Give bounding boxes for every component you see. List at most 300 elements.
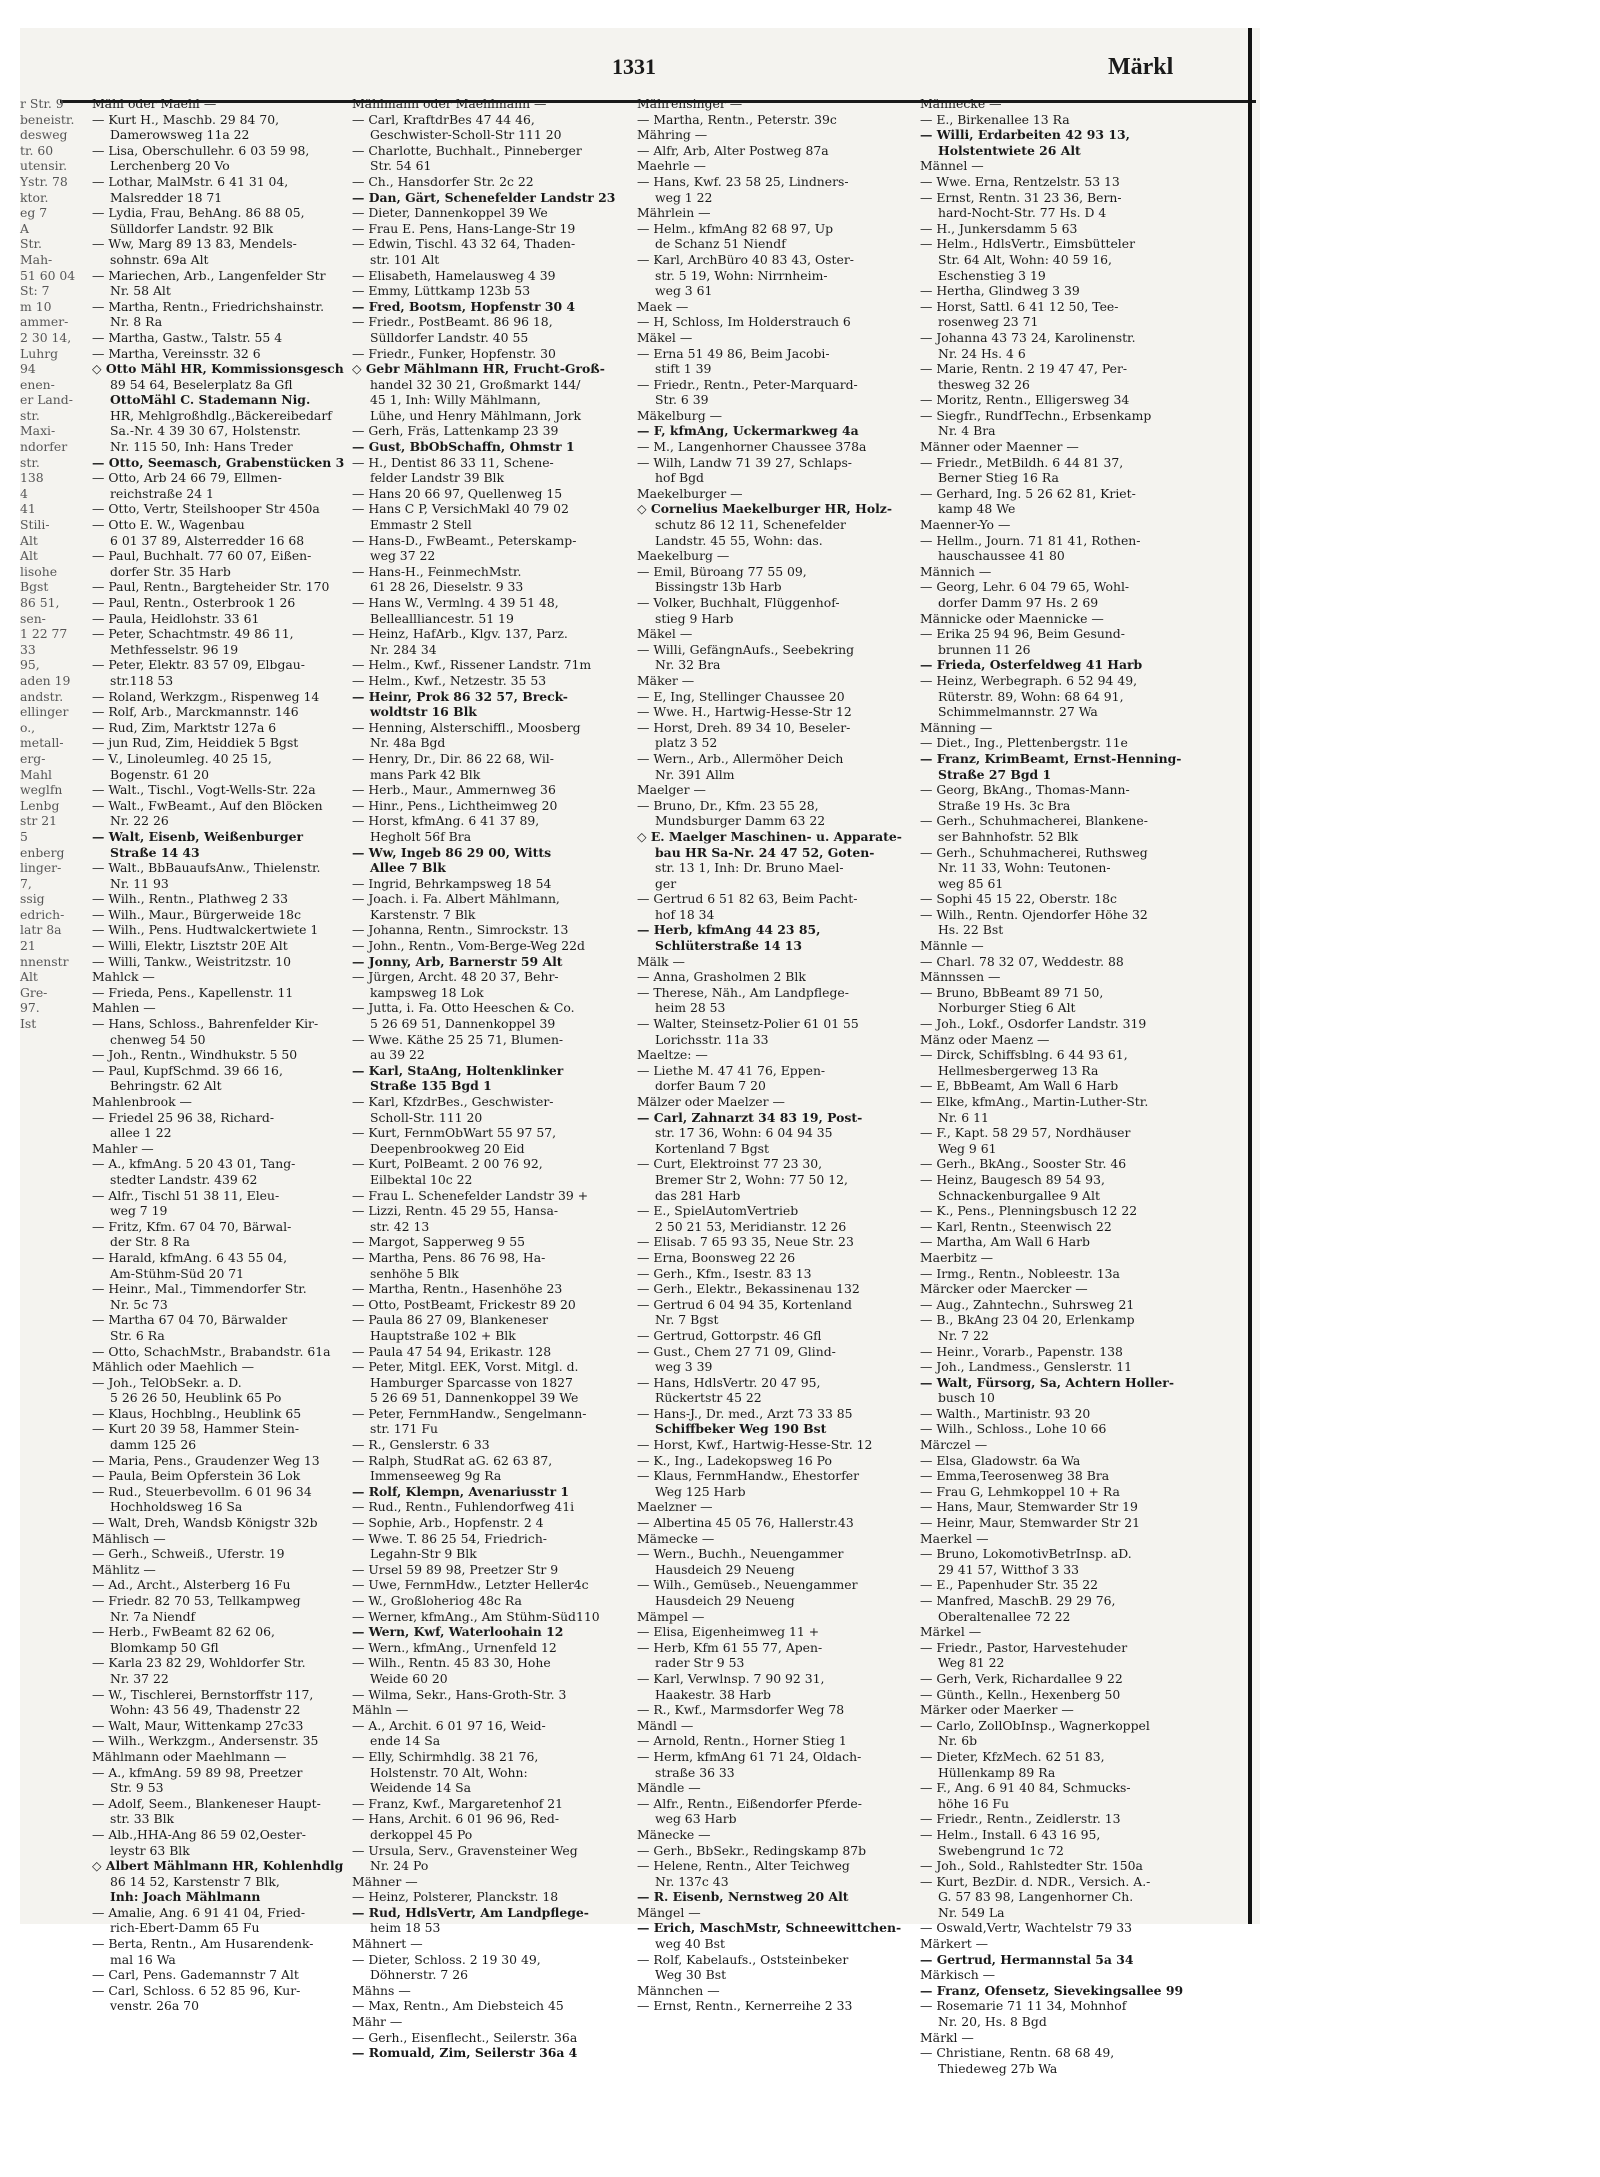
entry-line: — Alfr., Rentn., Eißendorfer Pferde-	[637, 1795, 862, 1811]
entry-line: Lenbg	[20, 797, 60, 813]
entry-line: Weide 60 20	[370, 1670, 448, 1686]
entry-line: — Wern, Kwf, Waterloohain 12	[352, 1624, 564, 1640]
entry-line: Holstenstr. 70 Alt, Wohn:	[370, 1764, 528, 1780]
entry-line: — Oswald,Vertr, Wachtelstr 79 33	[920, 1920, 1133, 1936]
entry-line: — Gust., Chem 27 71 09, Glind-	[637, 1343, 836, 1359]
entry-line: — Alfr, Arb, Alter Postweg 87a	[637, 142, 829, 158]
entry-line: 138	[20, 470, 44, 486]
entry-line: — Erich, MaschMstr, Schneewittchen-	[637, 1920, 902, 1936]
entry-line: — Berta, Rentn., Am Husarendenk-	[92, 1936, 314, 1952]
entry-line: — Werner, kfmAng., Am Stühm-Süd110	[352, 1608, 600, 1624]
entry-line: Eschenstieg 3 19	[938, 267, 1046, 283]
entry-line: rosenweg 23 71	[938, 314, 1039, 330]
entry-line: — E., Papenhuder Str. 35 22	[920, 1577, 1099, 1593]
entry-line: — Gertrud, Gottorpstr. 46 Gfl	[637, 1327, 822, 1343]
entry-line: — Otto, Arb 24 66 79, Ellmen-	[92, 470, 282, 486]
entry-line: — Gerh, Fräs, Lattenkamp 23 39	[352, 423, 559, 439]
entry-line: Maek —	[637, 298, 689, 314]
entry-line: — Fritz, Kfm. 67 04 70, Bärwal-	[92, 1218, 292, 1234]
entry-line: — W., Großloheriog 48c Ra	[352, 1593, 522, 1608]
entry-line: — Peter, Elektr. 83 57 09, Elbgau-	[92, 657, 305, 673]
entry-line: — Rolf, Kabelaufs., Oststeinbeker	[637, 1951, 849, 1967]
directory-column-4	[920, 96, 1210, 2076]
entry-line: str. 101 Alt	[370, 251, 440, 267]
entry-line: — Karl, StaAng, Holtenklinker	[352, 1062, 564, 1078]
entry-line: — Joh., Landmess., Genslerstr. 11	[920, 1359, 1133, 1375]
entry-line: Maehrle —	[637, 158, 706, 174]
entry-line: Hauptstraße 102 + Blk	[370, 1327, 516, 1343]
entry-line: ◇ Gebr Mählmann HR, Frucht-Groß-	[352, 361, 605, 377]
entry-line: Weg 81 22	[938, 1655, 1005, 1671]
entry-line: — Walt, Dreh, Wandsb Königstr 32b	[92, 1515, 318, 1531]
entry-line: — Charl. 78 32 07, Weddestr. 88	[920, 953, 1124, 969]
entry-line: — Paul, Buchhalt. 77 60 07, Eißen-	[92, 548, 312, 564]
entry-line: enen-	[20, 376, 55, 392]
entry-line: Swebengrund 1c 72	[938, 1842, 1064, 1858]
entry-line: stedter Landstr. 439 62	[110, 1171, 258, 1187]
entry-line: — Kurt, BezDir. d. NDR., Versich. A.-	[920, 1873, 1151, 1889]
entry-line: — Helm., Install. 6 43 16 95,	[920, 1826, 1101, 1842]
entry-line: — Moritz, Rentn., Elligersweg 34	[920, 392, 1130, 408]
entry-line: str.118 53	[110, 672, 174, 688]
entry-line: Rüterstr. 89, Wohn: 68 64 91,	[938, 688, 1124, 704]
entry-line: — Paul, Rentn., Bargteheider Str. 170	[92, 579, 330, 595]
entry-line: Eilbektal 10c 22	[370, 1171, 473, 1187]
entry-line: — Johanna, Rentn., Simrockstr. 13	[352, 922, 569, 938]
entry-line: — Karl, Verwlnsp. 7 90 92 31,	[637, 1670, 825, 1686]
entry-line: Nr. 48a Bgd	[370, 735, 446, 751]
entry-line: kampsweg 18 Lok	[370, 984, 484, 1000]
entry-line: — Curt, Elektroinst 77 23 30,	[637, 1156, 823, 1172]
entry-line: Maerkel —	[920, 1530, 989, 1546]
entry-line: — Dieter, Schloss. 2 19 30 49,	[352, 1951, 541, 1967]
entry-line: 86 14 52, Karstenstr 7 Blk,	[110, 1873, 280, 1889]
entry-line: — Gerh., Kfm., Isestr. 83 13	[637, 1265, 812, 1281]
entry-line: — Hans, Kwf. 23 58 25, Lindners-	[637, 173, 849, 189]
entry-line: Männel —	[920, 158, 984, 174]
entry-line: Männing —	[920, 719, 993, 735]
entry-line: — Emmy, Lüttkamp 123b 53	[352, 283, 531, 299]
entry-line: — A., Archit. 6 01 97 16, Weid-	[352, 1717, 546, 1733]
entry-line: Mählich oder Maehlich —	[92, 1359, 254, 1375]
entry-line: — Otto, Seemasch, Grabenstücken 3	[92, 454, 345, 470]
entry-line: — Paul, KupfSchmd. 39 66 16,	[92, 1062, 283, 1078]
entry-line: — Kurt, PolBeamt. 2 00 76 92,	[352, 1156, 543, 1172]
entry-line: — Maria, Pens., Graudenzer Weg 13	[92, 1452, 320, 1468]
entry-line: Str. 6 39	[655, 392, 709, 408]
entry-line: — Ernst, Rentn. 31 23 36, Bern-	[920, 189, 1122, 205]
entry-line: — Walt, Eisenb, Weißenburger	[92, 828, 304, 844]
directory-column-3	[637, 96, 912, 2014]
entry-line: — Paula, Beim Opferstein 36 Lok	[92, 1468, 301, 1484]
entry-line: — Friedr., Rentn., Zeidlerstr. 13	[920, 1811, 1121, 1827]
entry-line: Männich —	[920, 563, 992, 579]
entry-line: weglfn	[20, 782, 63, 798]
entry-line: Str. 64 Alt, Wohn: 40 59 16,	[938, 251, 1112, 267]
entry-line: Hegholt 56f Bra	[370, 828, 472, 844]
entry-line: de Schanz 51 Niendf	[655, 236, 786, 252]
entry-line: ellinger	[20, 704, 69, 720]
entry-line: weg 7 19	[110, 1203, 168, 1219]
entry-line: — R., Genslerstr. 6 33	[352, 1437, 490, 1453]
entry-line: Mählisch —	[92, 1530, 166, 1546]
entry-line: — Joh., Rentn., Windhukstr. 5 50	[92, 1047, 298, 1063]
entry-line: m 10	[20, 298, 52, 314]
entry-line: hof 18 34	[655, 906, 715, 922]
entry-line: derkoppel 45 Po	[370, 1826, 473, 1842]
entry-line: — Walt., Tischl., Vogt-Wells-Str. 22a	[92, 782, 316, 798]
entry-line: str. 17 36, Wohn: 6 04 94 35	[655, 1125, 833, 1141]
entry-line: — Gertrud 6 51 82 63, Beim Pacht-	[637, 891, 858, 907]
entry-line: ◇ Albert Mählmann HR, Kohlenhdlg	[92, 1858, 344, 1874]
entry-line: — Lisa, Oberschullehr. 6 03 59 98,	[92, 142, 310, 158]
entry-line: — Rolf, Klempn, Avenariusstr 1	[352, 1483, 570, 1499]
entry-line: Str. 6 Ra	[110, 1327, 165, 1343]
entry-line: — Peter, Mitgl. EEK, Vorst. Mitgl. d.	[352, 1359, 579, 1375]
entry-line: — E., Birkenallee 13 Ra	[920, 111, 1070, 127]
entry-line: Maelzner —	[637, 1499, 713, 1515]
entry-line: — Hans, HdlsVertr. 20 47 95,	[637, 1374, 821, 1390]
entry-line: Schnackenburgallee 9 Alt	[938, 1187, 1100, 1203]
entry-line: Nr. 6 11	[938, 1109, 989, 1125]
entry-line: — Carlo, ZollObInsp., Wagnerkoppel	[920, 1717, 1150, 1733]
entry-line: — Erna 51 49 86, Beim Jacobi-	[637, 345, 830, 361]
entry-line: — Aug., Zahntechn., Suhrsweg 21	[920, 1296, 1135, 1312]
entry-line: — Martha, Rentn., Peterstr. 39c	[637, 111, 837, 127]
entry-line: 33	[20, 641, 36, 657]
entry-line: — Volker, Buchhalt, Flüggenhof-	[637, 595, 840, 610]
entry-line: Mändle —	[637, 1780, 701, 1796]
entry-line: sen-	[20, 610, 46, 626]
entry-line: — Joh., Lokf., Osdorfer Landstr. 319	[920, 1016, 1147, 1032]
entry-line: Am-Stühm-Süd 20 71	[110, 1265, 245, 1281]
entry-line: — B., BkAng 23 04 20, Erlenkamp	[920, 1312, 1135, 1328]
entry-line: — Heinz, HafArb., Klgv. 137, Parz.	[352, 626, 568, 642]
entry-line: — R. Eisenb, Nernstweg 20 Alt	[637, 1889, 849, 1905]
entry-line: — Martha, Rentn., Friedrichshainstr.	[92, 298, 325, 314]
entry-line: straße 36 33	[655, 1764, 735, 1780]
entry-line: — Hinr., Pens., Lichtheimweg 20	[352, 797, 558, 813]
entry-line: — Hans 20 66 97, Quellenweg 15	[352, 485, 563, 501]
entry-line: Mählitz —	[92, 1561, 156, 1577]
entry-line: — Irmg., Rentn., Nobleestr. 13a	[920, 1265, 1120, 1281]
entry-line: Sülldorfer Landstr. 92 Blk	[110, 220, 274, 236]
entry-line: Nr. 7 Bgst	[655, 1312, 719, 1328]
entry-line: — A., kfmAng. 59 89 98, Preetzer	[92, 1764, 303, 1780]
entry-line: — Hans, Schloss., Bahrenfelder Kir-	[92, 1016, 319, 1032]
entry-line: — Hans, Archit. 6 01 96 96, Red-	[352, 1811, 560, 1827]
entry-line: Luhrg	[20, 345, 59, 361]
entry-line: Nr. 24 Po	[370, 1858, 429, 1874]
entry-line: Ist	[20, 1016, 37, 1032]
entry-line: ◇ E. Maelger Maschinen- u. Apparate-	[637, 828, 902, 844]
entry-line: — Hertha, Glindweg 3 39	[920, 283, 1080, 299]
entry-line: Holstentwiete 26 Alt	[938, 142, 1081, 158]
entry-line: — Kurt, FernmObWart 55 97 57,	[352, 1125, 557, 1141]
entry-line: — Jonny, Arb, Barnerstr 59 Alt	[352, 953, 563, 969]
entry-line: Mäker —	[637, 672, 695, 688]
entry-line: Nr. 58 Alt	[110, 283, 171, 299]
entry-line: — Franz, Kwf., Margaretenhof 21	[352, 1795, 564, 1811]
entry-line: — Frau L. Schenefelder Landstr 39 +	[352, 1187, 589, 1203]
entry-line: metall-	[20, 735, 64, 751]
directory-page	[20, 28, 1260, 2076]
entry-line: Mälk —	[637, 953, 685, 969]
entry-line: — Heinr., Vorarb., Papenstr. 138	[920, 1343, 1123, 1359]
entry-line: Märkisch —	[920, 1967, 996, 1983]
entry-line: — John., Rentn., Vom-Berge-Weg 22d	[352, 938, 585, 954]
entry-line: Nr. 6b	[938, 1733, 978, 1749]
entry-line: Deepenbrookweg 20 Eid	[370, 1140, 525, 1156]
entry-line: Mahler —	[92, 1140, 154, 1156]
entry-line: Allee 7 Blk	[370, 860, 446, 876]
entry-line: Nr. 8 Ra	[110, 314, 163, 330]
entry-line: — Helm., kfmAng 82 68 97, Up	[637, 220, 834, 236]
page-header	[20, 54, 1260, 94]
entry-line: Ystr. 78	[20, 173, 68, 189]
entry-line: — Wilh., Gemüseb., Neuengammer	[637, 1577, 858, 1593]
entry-line: Schlüterstraße 14 13	[655, 938, 803, 954]
entry-line: — Wwe. T. 86 25 54, Friedrich-	[352, 1530, 547, 1546]
entry-line: Wohn: 43 56 49, Thadenstr 22	[110, 1702, 301, 1718]
entry-line: Lerchenberg 20 Vo	[110, 158, 230, 174]
entry-line: — Bruno, Dr., Kfm. 23 55 28,	[637, 797, 819, 813]
entry-line: — F, kfmAng, Uckermarkweg 4a	[637, 423, 859, 439]
entry-line: — Ernst, Rentn., Kernerreihe 2 33	[637, 1998, 853, 2014]
entry-line: allee 1 22	[110, 1125, 172, 1141]
entry-line: edrich-	[20, 906, 65, 922]
entry-line: OttoMähl C. Stademann Nig.	[110, 392, 311, 408]
entry-line: Legahn-Str 9 Blk	[370, 1546, 477, 1562]
entry-line: — F., Ang. 6 91 40 84, Schmucks-	[920, 1780, 1131, 1796]
entry-line: — Wilh., Schloss., Lohe 10 66	[920, 1421, 1107, 1437]
entry-line: Berner Stieg 16 Ra	[938, 470, 1059, 486]
entry-line: Sülldorfer Landstr. 40 55	[370, 329, 529, 345]
entry-line: dorfer Str. 35 Harb	[110, 563, 231, 579]
entry-line: — Franz, KrimBeamt, Ernst-Henning-	[920, 750, 1182, 766]
entry-line: 61 28 26, Dieselstr. 9 33	[370, 579, 524, 595]
entry-line: — Horst, Kwf., Hartwig-Hesse-Str. 12	[637, 1437, 873, 1453]
entry-line: — Elke, kfmAng., Martin-Luther-Str.	[920, 1094, 1149, 1109]
entry-line: — Johanna 43 73 24, Karolinenstr.	[920, 329, 1136, 345]
entry-line: Nr. 11 33, Wohn: Teutonen-	[938, 860, 1111, 876]
entry-line: — Gerh., Elektr., Bekassinenau 132	[637, 1281, 860, 1297]
entry-line: — Harald, kfmAng. 6 43 55 04,	[92, 1249, 288, 1265]
entry-line: brunnen 11 26	[938, 641, 1031, 657]
entry-line: — W., Tischlerei, Bernstorffstr 117,	[92, 1686, 314, 1702]
entry-line: — Helm., Kwf., Rissener Landstr. 71m	[352, 657, 592, 673]
entry-line: Maekelburger —	[637, 485, 743, 501]
entry-line: — Wilh., Maur., Bürgerweide 18c	[92, 906, 302, 922]
entry-line: — Alfr., Tischl 51 38 11, Eleu-	[92, 1187, 280, 1203]
entry-line: weg 37 22	[370, 548, 436, 564]
entry-line: — Sophi 45 15 22, Oberstr. 18c	[920, 891, 1117, 907]
entry-line: Mähns —	[352, 1982, 411, 1998]
entry-line: — Peter, FernmHandw., Sengelmann-	[352, 1405, 587, 1421]
entry-line: Mähr —	[352, 2014, 403, 2030]
entry-line: desweg	[20, 127, 68, 143]
entry-line: — Anna, Grasholmen 2 Blk	[637, 969, 806, 985]
entry-line: — Mariechen, Arb., Langenfelder Str	[92, 267, 326, 283]
entry-line: — Siegfr., RundfTechn., Erbsenkamp	[920, 407, 1152, 423]
entry-line: kamp 48 We	[938, 501, 1016, 517]
entry-line: höhe 16 Fu	[938, 1795, 1009, 1811]
entry-line: 89 54 64, Beselerplatz 8a Gfl	[110, 376, 293, 392]
entry-line: stift 1 39	[655, 361, 712, 377]
entry-line: tr. 60	[20, 142, 54, 158]
entry-line: — Manfred, MaschB. 29 29 76,	[920, 1593, 1116, 1608]
entry-line: — Gerh., Schweiß., Uferstr. 19	[92, 1546, 285, 1562]
entry-line: — V., Linoleumleg. 40 25 15,	[92, 750, 272, 766]
entry-line: — Frau G, Lehmkoppel 10 + Ra	[920, 1483, 1120, 1499]
entry-line: — Elsa, Gladowstr. 6a Wa	[920, 1452, 1081, 1468]
entry-line: Bogenstr. 61 20	[110, 766, 210, 782]
entry-line: — Peter, Schachtmstr. 49 86 11,	[92, 626, 294, 642]
entry-line: — Rud., Rentn., Fuhlendorfweg 41i	[352, 1499, 575, 1515]
entry-line: Hellmesbergerweg 13 Ra	[938, 1062, 1099, 1078]
entry-line: Mah-	[20, 251, 53, 267]
entry-line: — Georg, Lehr. 6 04 79 65, Wohl-	[920, 579, 1130, 595]
cut-off-left-column	[20, 96, 80, 1032]
entry-line: felder Landstr 39 Blk	[370, 470, 505, 486]
entry-line: — Herm, kfmAng 61 71 24, Oldach-	[637, 1748, 862, 1764]
entry-line: weg 3 61	[655, 283, 713, 299]
entry-line: Mundsburger Damm 63 22	[655, 813, 826, 829]
entry-line: — H., Junkersdamm 5 63	[920, 220, 1078, 236]
entry-line: Hamburger Sparcasse von 1827	[370, 1374, 573, 1390]
entry-line: Nr. 4 Bra	[938, 423, 996, 439]
entry-line: — Otto, PostBeamt, Frickestr 89 20	[352, 1296, 576, 1312]
entry-line: — Arnold, Rentn., Horner Stieg 1	[637, 1733, 847, 1749]
entry-line: — Kurt 20 39 58, Hammer Stein-	[92, 1421, 300, 1437]
entry-line: — Amalie, Ang. 6 91 41 04, Fried-	[92, 1904, 306, 1920]
entry-line: — Carl, Pens. Gademannstr 7 Alt	[92, 1967, 299, 1983]
entry-line: — K., Pens., Plenningsbusch 12 22	[920, 1203, 1138, 1219]
entry-line: Damerowsweg 11a 22	[110, 127, 250, 143]
entry-line: Mahlenbrook —	[92, 1094, 192, 1109]
entry-line: str. 13 1, Inh: Dr. Bruno Mael-	[655, 860, 844, 876]
entry-line: Oberaltenallee 72 22	[938, 1608, 1071, 1624]
entry-line: — Elisab. 7 65 93 35, Neue Str. 23	[637, 1234, 854, 1250]
entry-line: — Wwe. H., Hartwig-Hesse-Str 12	[637, 704, 852, 720]
entry-line: lisohe	[20, 563, 58, 579]
entry-line: — Rud, Zim, Marktstr 127a 6	[92, 719, 277, 735]
entry-line: handel 32 30 21, Großmarkt 144/	[370, 376, 581, 392]
entry-line: Männer oder Maenner —	[920, 439, 1079, 455]
entry-line: Nr. 137c 43	[655, 1873, 729, 1889]
entry-line: — Lothar, MalMstr. 6 41 31 04,	[92, 173, 289, 189]
entry-line: — Wilh., Pens. Hudtwalckertwiete 1	[92, 922, 319, 938]
entry-line: Blomkamp 50 Gfl	[110, 1639, 219, 1655]
entry-line: Alt	[20, 548, 38, 564]
entry-line: — Lizzi, Rentn. 45 29 55, Hansa-	[352, 1203, 559, 1219]
entry-line: — Sophie, Arb., Hopfenstr. 2 4	[352, 1515, 544, 1531]
entry-line: G. 57 83 98, Langenhorner Ch.	[938, 1889, 1134, 1905]
entry-line: — Gerh., BbSekr., Redingskamp 87b	[637, 1842, 867, 1858]
entry-line: das 281 Harb	[655, 1187, 741, 1203]
entry-line: nnenstr	[20, 953, 69, 969]
entry-line: — Therese, Näh., Am Landpflege-	[637, 984, 849, 1000]
entry-line: Weg 30 Bst	[655, 1967, 727, 1983]
entry-line: — Heinr, Maur, Stemwarder Str 21	[920, 1515, 1141, 1531]
entry-line: mans Park 42 Blk	[370, 766, 481, 782]
entry-line: — Bruno, BbBeamt 89 71 50,	[920, 984, 1104, 1000]
entry-line: — R., Kwf., Marmsdorfer Weg 78	[637, 1702, 845, 1718]
entry-line: Str. 9 53	[110, 1780, 164, 1796]
entry-line: — Walth., Martinistr. 93 20	[920, 1405, 1091, 1421]
entry-line: 86 51,	[20, 595, 60, 610]
entry-line: Märkel —	[920, 1624, 982, 1640]
entry-line: au 39 22	[370, 1047, 425, 1063]
entry-line: — Hans-D., FwBeamt., Peterskamp-	[352, 532, 577, 548]
entry-line: — Dieter, KfzMech. 62 51 83,	[920, 1748, 1105, 1764]
entry-line: Mämecke —	[637, 1530, 715, 1546]
entry-line: — Charlotte, Buchhalt., Pinneberger	[352, 142, 582, 158]
entry-line: — Hellm., Journ. 71 81 41, Rothen-	[920, 532, 1141, 548]
entry-line: Mähln —	[352, 1702, 409, 1718]
entry-line: ktor.	[20, 189, 49, 205]
entry-line: — Dieter, Dannenkoppel 39 We	[352, 205, 548, 221]
entry-line: er Land-	[20, 392, 73, 408]
entry-line: Rückertstr 45 22	[655, 1390, 762, 1406]
entry-line: schutz 86 12 11, Schenefelder	[655, 517, 846, 533]
entry-line: Nr. 115 50, Inh: Hans Treder	[110, 439, 293, 455]
entry-line: — E, BbBeamt, Am Wall 6 Harb	[920, 1078, 1119, 1094]
entry-line: — Carl, Schloss. 6 52 85 96, Kur-	[92, 1982, 301, 1998]
entry-line: Männchen —	[637, 1982, 720, 1998]
entry-line: — Wwe. Käthe 25 25 71, Blumen-	[352, 1031, 564, 1047]
entry-line: — Willi, Tankw., Weistritzstr. 10	[92, 953, 291, 969]
entry-line: reichstraße 24 1	[110, 485, 214, 501]
entry-line: Alt	[20, 532, 38, 548]
entry-line: — Heinr, Prok 86 32 57, Breck-	[352, 688, 568, 704]
entry-line: — Friedel 25 96 38, Richard-	[92, 1109, 275, 1125]
entry-line: 5 26 69 51, Dannenkoppel 39 We	[370, 1390, 579, 1406]
entry-line: Hausdeich 29 Neueng	[655, 1593, 795, 1608]
entry-line: 95,	[20, 657, 40, 673]
entry-line: Mahlck —	[92, 969, 155, 985]
entry-line: str.	[20, 407, 40, 423]
entry-line: damm 125 26	[110, 1437, 197, 1453]
entry-line: Straße 27 Bgd 1	[938, 766, 1052, 782]
entry-line: Scholl-Str. 111 20	[370, 1109, 483, 1125]
entry-line: — Emil, Büroang 77 55 09,	[637, 563, 807, 579]
entry-line: — Frau E. Pens, Hans-Lange-Str 19	[352, 220, 576, 236]
entry-line: Hochholdsweg 16 Sa	[110, 1499, 243, 1515]
entry-line: Hausdeich 29 Neueng	[655, 1561, 795, 1577]
entry-line: — Hans W., Vermlng. 4 39 51 48,	[352, 595, 559, 610]
entry-line: 29 41 57, Witthof 3 33	[938, 1561, 1080, 1577]
entry-line: Mändl —	[637, 1717, 694, 1733]
entry-line: venstr. 26a 70	[110, 1998, 199, 2014]
page-number: 1331	[612, 54, 656, 79]
entry-line: 5 26 26 50, Heublink 65 Po	[110, 1390, 282, 1406]
entry-line: — Carl, KraftdrBes 47 44 46,	[352, 111, 535, 127]
entry-line: rich-Ebert-Damm 65 Fu	[110, 1920, 260, 1936]
entry-line: Märker oder Maerker —	[920, 1702, 1074, 1718]
entry-line: — Gerh., Schuhmacherei, Ruthsweg	[920, 844, 1148, 860]
entry-line: — Kurt H., Maschb. 29 84 70,	[92, 111, 280, 127]
entry-line: — Erna, Boonsweg 22 26	[637, 1249, 796, 1265]
entry-line: ◇ Otto Mähl HR, Kommissionsgesch	[92, 361, 344, 377]
entry-line: — Diet., Ing., Plettenbergstr. 11e	[920, 735, 1128, 751]
entry-line: Mänecke —	[637, 1826, 711, 1842]
entry-line: — Gust, BbObSchaffn, Ohmstr 1	[352, 439, 575, 455]
entry-line: — Ralph, StudRat aG. 62 63 87,	[352, 1452, 553, 1468]
entry-line: weg 40 Bst	[655, 1936, 725, 1952]
entry-line: — Heinz, Werbegraph. 6 52 94 49,	[920, 672, 1138, 688]
entry-line: — Albertina 45 05 76, Hallerstr.43	[637, 1515, 854, 1531]
